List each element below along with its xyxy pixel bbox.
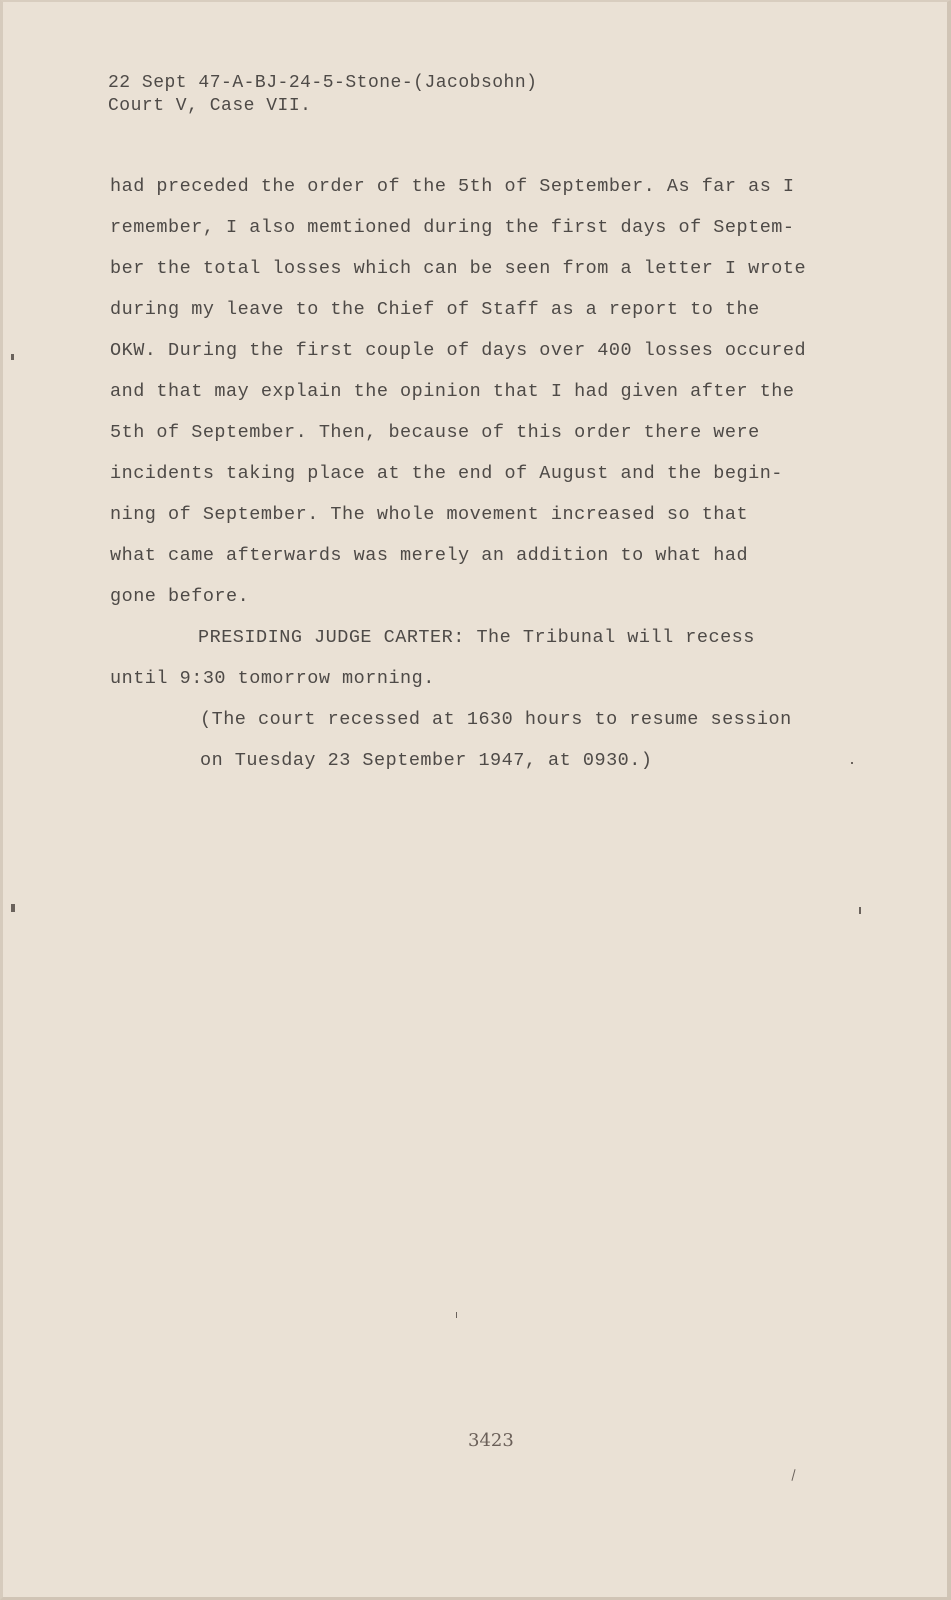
body-line: ning of September. The whole movement increased so that — [110, 504, 749, 525]
transcript-body — [110, 166, 870, 781]
body-line: what came afterwards was merely an addition to what had — [110, 545, 749, 566]
recess-note: (The court recessed at 1630 hours to resume session — [200, 709, 792, 730]
body-line: during my leave to the Chief of Staff as a report to the — [110, 299, 760, 320]
judge-statement-continued: until 9:30 tomorrow morning. — [110, 668, 435, 689]
body-line: ber the total losses which can be seen from a letter I wrote — [110, 258, 807, 279]
paper-speck — [851, 762, 853, 764]
paper-speck — [859, 907, 861, 914]
recess-note-continued: on Tuesday 23 September 1947, at 0930.) — [200, 750, 653, 771]
judge-statement: PRESIDING JUDGE CARTER: The Tribunal will recess — [198, 627, 755, 648]
document-header — [108, 72, 537, 118]
paper-speck — [11, 904, 15, 912]
paper-speck — [456, 1312, 457, 1318]
body-line: 5th of September. Then, because of this order there were — [110, 422, 760, 443]
header-court-line: Court V, Case VII. — [108, 96, 312, 116]
body-line: OKW. During the first couple of days over 400 losses occured — [110, 340, 807, 361]
header-reference-line: 22 Sept 47-A-BJ-24-5-Stone-(Jacobsohn) — [108, 73, 538, 93]
body-line: had preceded the order of the 5th of September. As far as I — [110, 176, 795, 197]
paper-speck — [11, 354, 14, 360]
body-line: gone before. — [110, 586, 250, 607]
body-line: remember, I also memtioned during the first days of Septem- — [110, 217, 795, 238]
body-line: and that may explain the opinion that I had given after the — [110, 381, 795, 402]
body-line: incidents taking place at the end of August and the begin- — [110, 463, 783, 484]
paper-speck — [791, 1469, 795, 1481]
page-number: 3423 — [468, 1430, 514, 1451]
